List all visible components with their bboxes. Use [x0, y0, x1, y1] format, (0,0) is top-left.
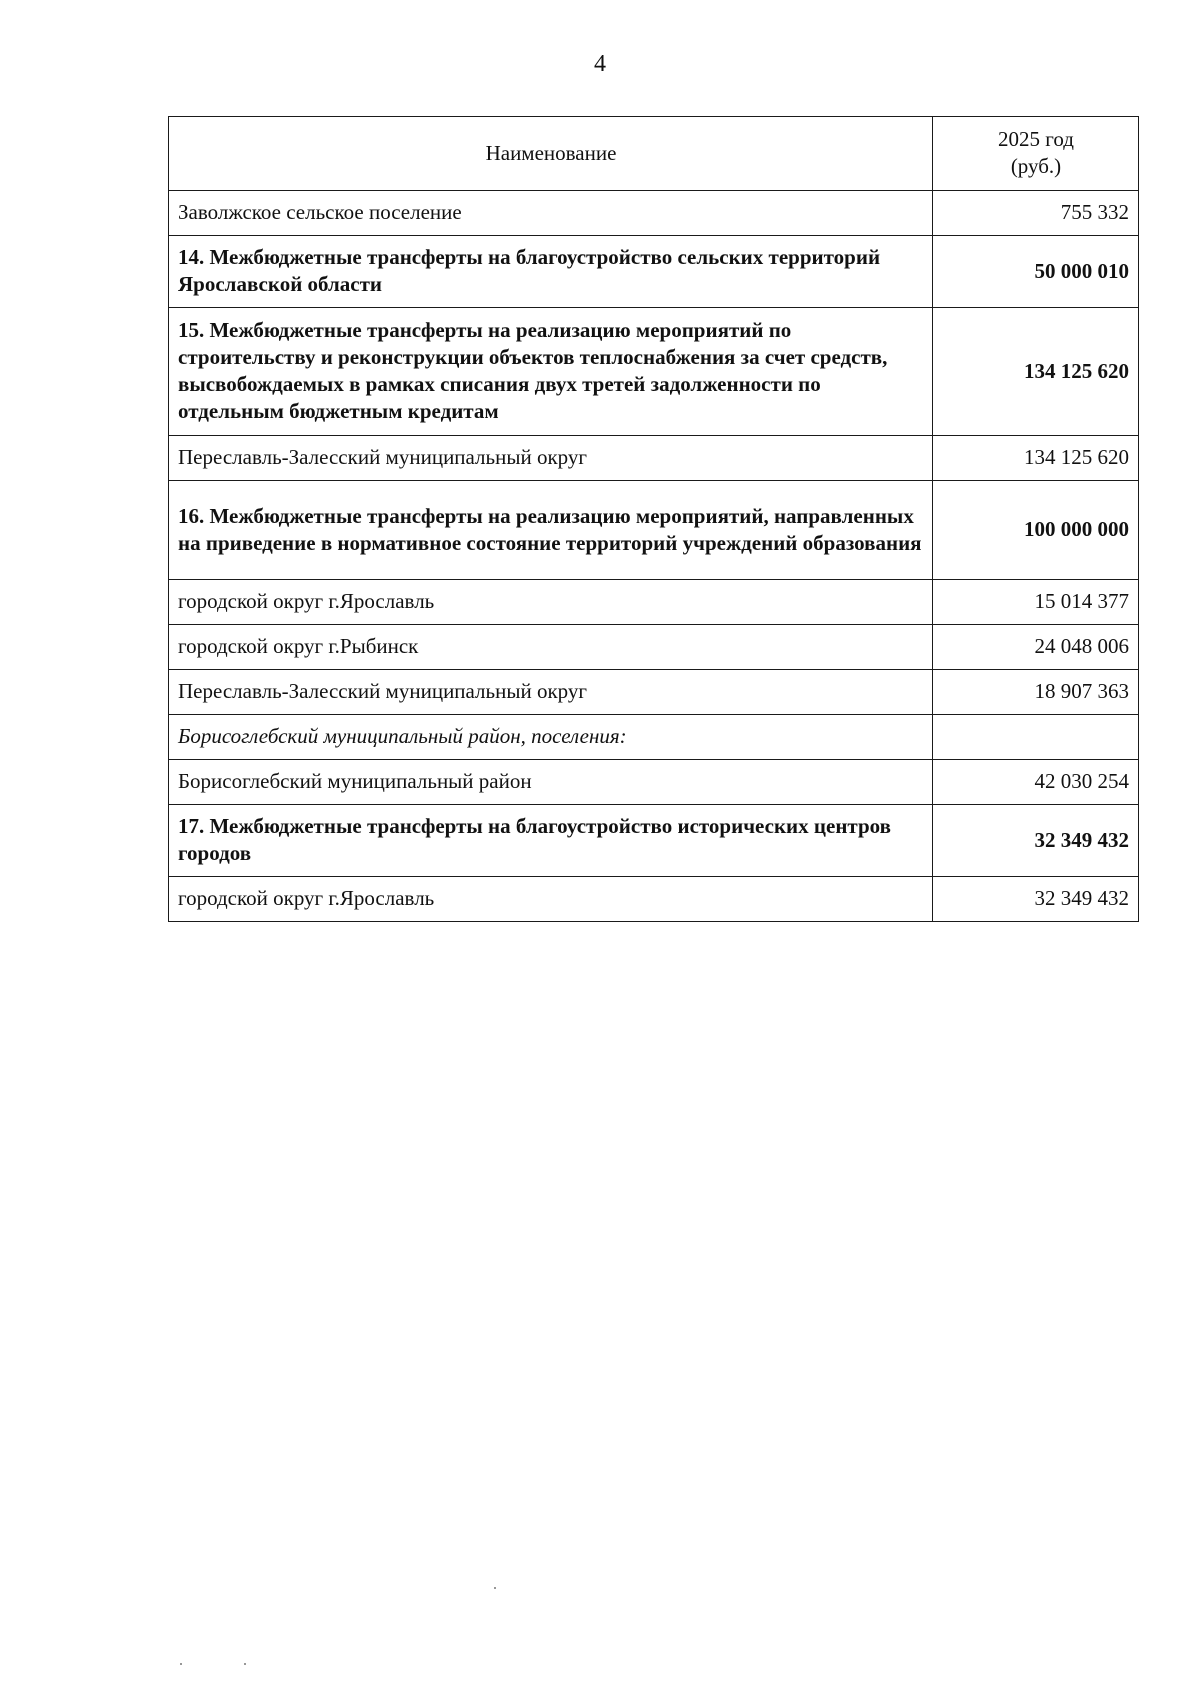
table-row-section [169, 308, 1139, 436]
column-header-amount-year: 2025 год [998, 127, 1074, 151]
table-row-section [169, 236, 1139, 308]
column-header-amount [933, 117, 1139, 191]
row-amount: 18 907 363 [933, 670, 1139, 715]
table-row [169, 760, 1139, 805]
section-name: 14. Межбюджетные трансферты на благоустройство сельских территорий Ярославской области [169, 236, 933, 308]
table-row [169, 436, 1139, 481]
row-name: городской округ г.Ярославль [169, 877, 933, 922]
scan-speck [180, 1663, 182, 1665]
table-row [169, 670, 1139, 715]
scan-speck [244, 1663, 246, 1665]
table-row [169, 877, 1139, 922]
row-name: городской округ г.Ярославль [169, 580, 933, 625]
section-name: 15. Межбюджетные трансферты на реализацию мероприятий по строительству и реконструкции объектов теплоснабжения за счет средств, высвобождаемых в рамках списания двух третей задолженности по отдельным бюджетным кредитам [169, 308, 933, 436]
section-amount: 100 000 000 [933, 481, 1139, 580]
column-header-name: Наименование [169, 117, 933, 191]
row-amount: 24 048 006 [933, 625, 1139, 670]
row-amount: 15 014 377 [933, 580, 1139, 625]
section-amount: 134 125 620 [933, 308, 1139, 436]
table-row-section [169, 481, 1139, 580]
group-amount [933, 715, 1139, 760]
table-row-group [169, 715, 1139, 760]
scan-speck [494, 1587, 496, 1589]
section-amount: 50 000 010 [933, 236, 1139, 308]
section-amount: 32 349 432 [933, 805, 1139, 877]
section-name: 17. Межбюджетные трансферты на благоустройство исторических центров городов [169, 805, 933, 877]
row-amount: 42 030 254 [933, 760, 1139, 805]
row-name: Переславль-Залесский муниципальный округ [169, 670, 933, 715]
table-header-row [169, 117, 1139, 191]
table-row-section [169, 805, 1139, 877]
row-amount: 134 125 620 [933, 436, 1139, 481]
row-name: Переславль-Залесский муниципальный округ [169, 436, 933, 481]
row-name: Борисоглебский муниципальный район [169, 760, 933, 805]
row-amount: 32 349 432 [933, 877, 1139, 922]
group-name: Борисоглебский муниципальный район, поселения: [169, 715, 933, 760]
row-amount: 755 332 [933, 191, 1139, 236]
table-row [169, 580, 1139, 625]
table-row [169, 625, 1139, 670]
section-name: 16. Межбюджетные трансферты на реализацию мероприятий, направленных на приведение в нормативное состояние территорий учреждений образования [169, 481, 933, 580]
column-header-amount-unit: (руб.) [1010, 154, 1062, 178]
page-number: 4 [594, 51, 606, 77]
row-name: Заволжское сельское поселение [169, 191, 933, 236]
row-name: городской округ г.Рыбинск [169, 625, 933, 670]
transfers-table [168, 116, 1139, 922]
table-row [169, 191, 1139, 236]
